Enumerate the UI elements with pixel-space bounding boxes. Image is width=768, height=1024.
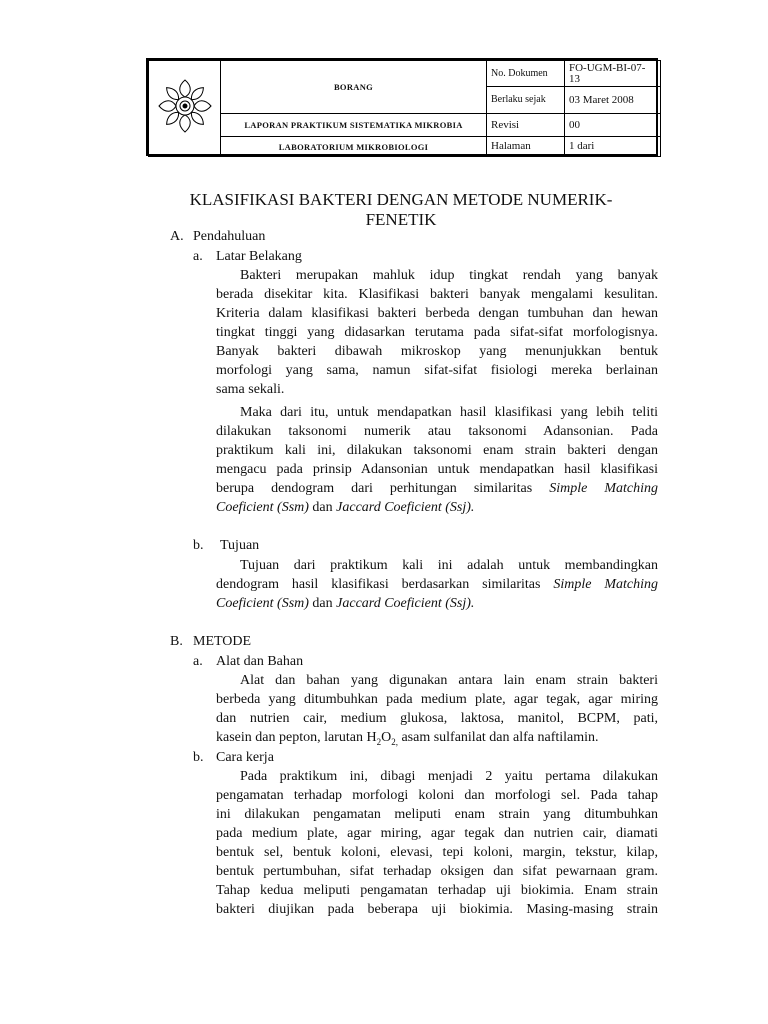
text-line: berupa dendogram dari perhitungan similaritas	[216, 481, 533, 496]
text-line: sama sekali.	[216, 382, 285, 397]
subsection-b1-marker: a.	[193, 654, 203, 669]
halaman-value: 1 dari	[565, 137, 661, 157]
text-line: dendogram hasil klasifikasi berdasarkan similaritas	[216, 577, 541, 592]
title-line-1: KLASIFIKASI BAKTERI DENGAN METODE NUMERIK-	[189, 190, 613, 209]
report-title-cell: LAPORAN PRAKTIKUM SISTEMATIKA MIKROBIA	[221, 114, 487, 137]
text-word: dan	[312, 500, 333, 515]
section-a-marker: A.	[170, 229, 184, 244]
text-word: dan	[312, 596, 333, 611]
subsection-a1-marker: a.	[193, 249, 203, 264]
italic-term: Jaccard Coeficient (Ssj).	[336, 500, 475, 515]
document-header-table	[146, 58, 658, 156]
text-line: bentuk sel, bentuk koloni, elevasi, tepi koloni, margin, tekstur, kilap,	[216, 845, 658, 860]
paragraph-latar-belakang-2	[216, 403, 658, 517]
text-line: bentuk pertumbuhan, sifat terhadap oksigen dan sifat pewarnaan gram.	[216, 864, 658, 879]
italic-term: Simple Matching	[553, 577, 659, 592]
italic-term: Jaccard Coeficient (Ssj).	[336, 596, 475, 611]
italic-term: Coeficient (Ssm)	[216, 596, 309, 611]
text-line: Maka dari itu, untuk mendapatkan hasil klasifikasi yang lebih teliti	[240, 405, 658, 420]
text-line: pada medium plate, agar miring, agar tegak dan nutrien cair, diamati	[216, 826, 658, 841]
text-line: berbeda yang ditumbuhkan pada medium plate, agar tegak, agar miring	[216, 692, 658, 707]
text-line: pengamatan terhadap morfologi koloni dan morfologi sel. Pada tahap	[216, 788, 658, 803]
subsection-b2-heading: Cara kerja	[216, 750, 274, 765]
text-line: Alat dan bahan yang digunakan antara lain enam strain bakteri	[240, 673, 658, 688]
paragraph-tujuan	[216, 556, 658, 613]
text-line: Tujuan dari praktikum kali ini adalah untuk membandingkan	[240, 558, 658, 573]
text-line: berada disekitar kita. Klasifikasi bakteri banyak mengalami kesulitan.	[216, 287, 658, 302]
subscript: 2,	[391, 736, 398, 747]
laboratory-cell: LABORATORIUM MIKROBIOLOGI	[221, 137, 487, 157]
subsection-a1-heading: Latar Belakang	[216, 249, 302, 264]
text-fragment: asam sulfanilat dan alfa naftilamin.	[397, 730, 599, 745]
subscript: 2	[376, 736, 382, 747]
title-line-2: FENETIK	[365, 210, 437, 229]
no-dokumen-value: FO-UGM-BI-07-13	[565, 61, 661, 87]
revisi-label: Revisi	[487, 114, 565, 137]
text-line: Bakteri merupakan mahluk idup tingkat rendah yang banyak	[240, 268, 658, 283]
text-line: Tahap kedua meliputi pengamatan terhadap uji biokimia. Enam strain	[216, 883, 658, 898]
subsection-b2-marker: b.	[193, 750, 204, 765]
section-a-heading: Pendahuluan	[193, 229, 266, 244]
university-seal-logo	[149, 61, 221, 157]
text-line: praktikum kali ini, dilakukan taksonomi enam strain bakteri dengan	[216, 443, 658, 458]
text-line: Pada praktikum ini, dibagi menjadi 2 yaitu pertama dilakukan	[240, 769, 658, 784]
berlaku-label: Berlaku sejak	[487, 87, 565, 114]
text-line: ini dilakukan pengamatan meliputi enam strain yang ditumbuhkan	[216, 807, 658, 822]
text-line: tingkat tinggi yang didasarkan terutama pada sifat-sifat morfologisnya.	[216, 325, 658, 340]
berlaku-value: 03 Maret 2008	[565, 87, 661, 114]
text-fragment: O	[381, 730, 392, 745]
text-line: kasein dan pepton, larutan H	[216, 730, 377, 745]
subsection-a2-heading: Tujuan	[220, 538, 260, 553]
italic-term: Coeficient (Ssm)	[216, 500, 309, 515]
paragraph-latar-belakang-1	[216, 266, 658, 399]
text-line: morfologi yang sama, namun sifat-sifat fisiologi mereka berlainan	[216, 363, 658, 378]
form-title-cell: BORANG	[221, 61, 487, 114]
text-line: mengacu pada prinsip Adansonian untuk mendapatkan hasil klasifikasi	[216, 462, 658, 477]
text-line: dilakukan taksonomi numerik atau taksonomi Adansonian. Pada	[216, 424, 658, 439]
subsection-a2-marker: b.	[193, 538, 204, 553]
text-line: Banyak bakteri dibawah mikroskop yang menunjukkan bentuk	[216, 344, 658, 359]
text-line: dan nutrien cair, medium glukosa, laktosa, manitol, BCPM, pati,	[216, 711, 658, 726]
halaman-label: Halaman	[487, 137, 565, 157]
revisi-value: 00	[565, 114, 661, 137]
paragraph-alat-bahan	[216, 671, 658, 747]
section-b-heading: METODE	[193, 634, 252, 649]
text-line: Kriteria dalam klasifikasi bakteri berbeda dengan tumbuhan dan hewan	[216, 306, 658, 321]
document-title	[160, 190, 642, 230]
paragraph-cara-kerja	[216, 767, 658, 919]
subsection-b1-heading: Alat dan Bahan	[216, 654, 304, 669]
no-dokumen-label: No. Dokumen	[487, 61, 565, 87]
section-b-marker: B.	[170, 634, 183, 649]
text-line: bakteri diujikan pada beberapa uji biokimia. Masing-masing strain	[216, 902, 658, 917]
italic-term: Simple Matching	[549, 481, 659, 496]
